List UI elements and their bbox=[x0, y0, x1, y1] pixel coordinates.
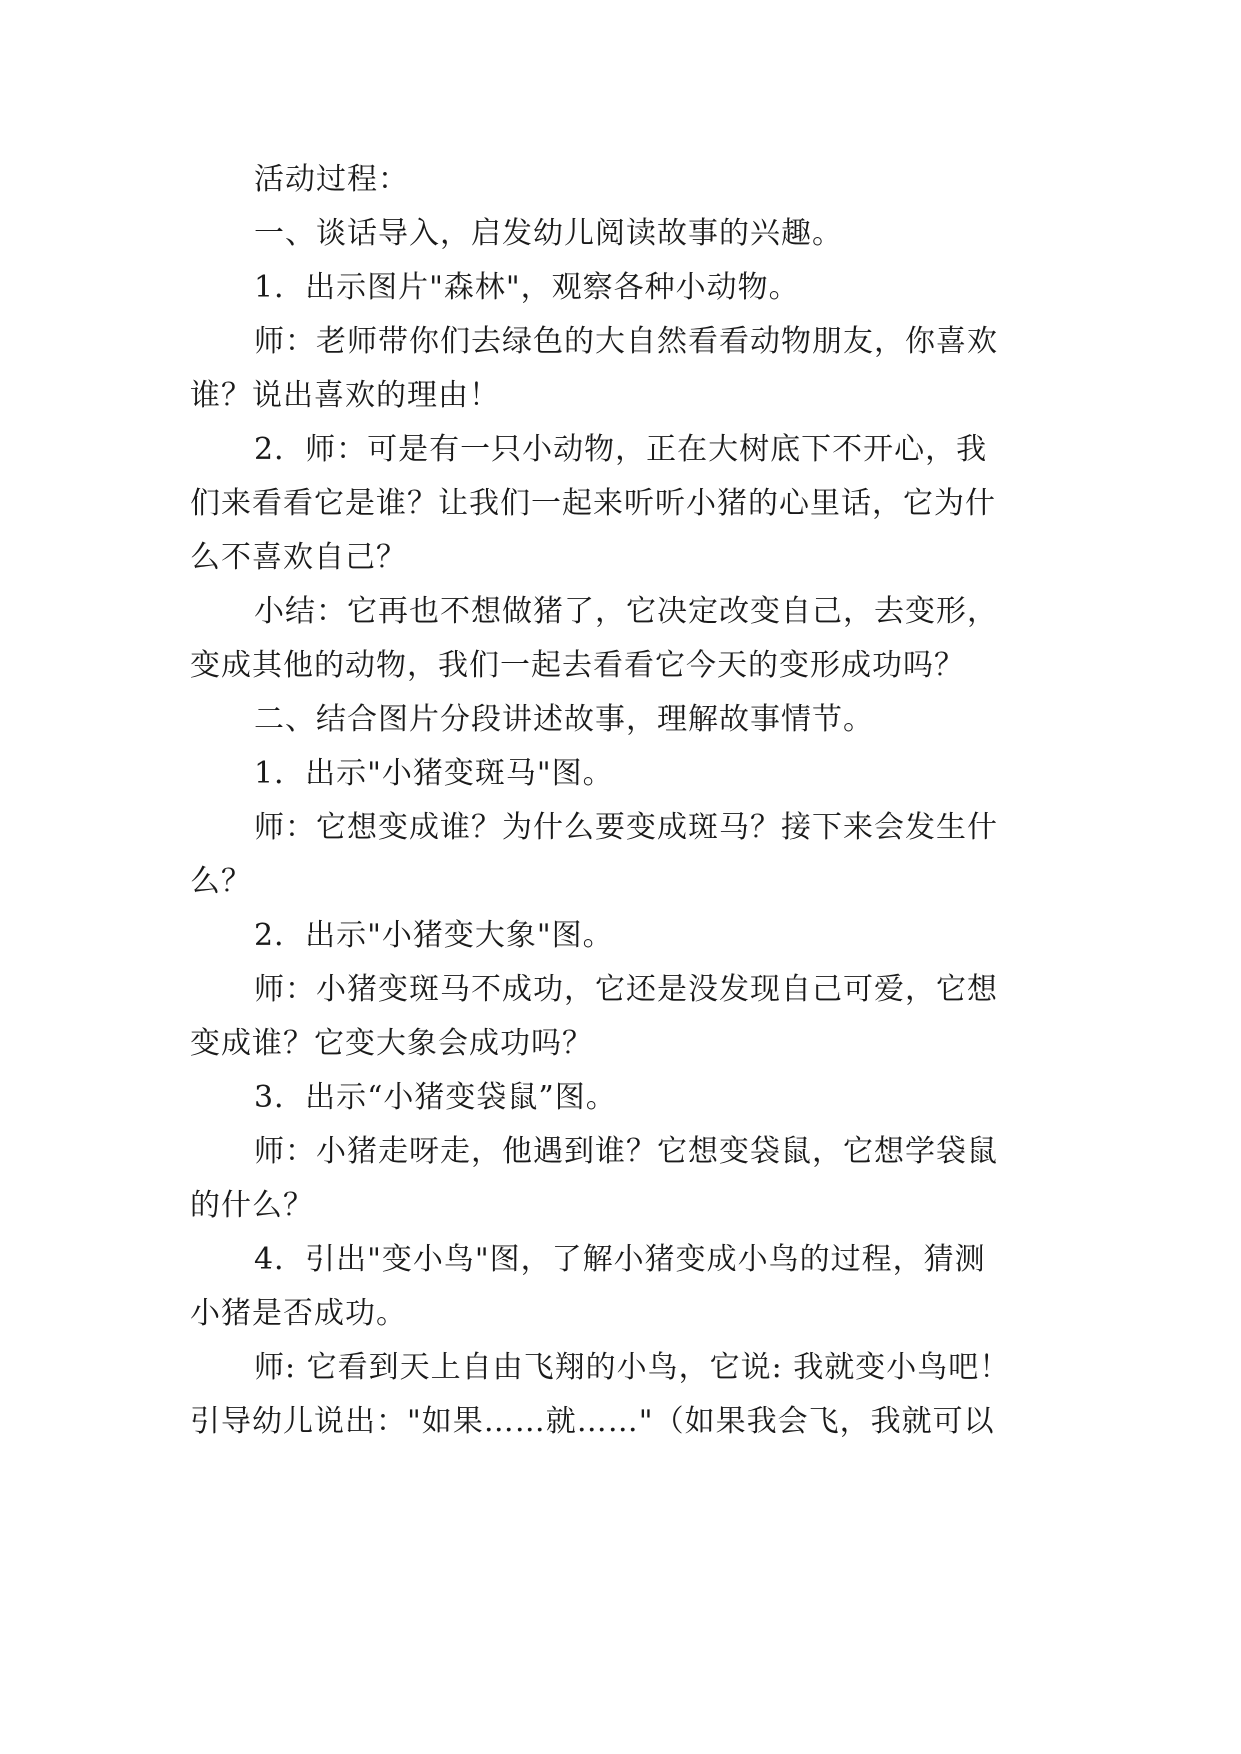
paragraph-line: 么？ bbox=[190, 864, 252, 899]
paragraph-line: 么不喜欢自己？ bbox=[190, 540, 407, 575]
paragraph-line: 变成其他的动物，我们一起去看看它今天的变形成功吗？ bbox=[190, 648, 965, 683]
paragraph-line: 引导幼儿说出："如果……就……"（如果我会飞，我就可以 bbox=[190, 1404, 995, 1439]
paragraph-line: 1．出示"小猪变斑马"图。 bbox=[254, 756, 614, 791]
paragraph-line: 师: 它看到天上自由飞翔的小鸟，它说: 我就变小鸟吧！ bbox=[254, 1350, 1011, 1385]
paragraph-line: 们来看看它是谁？让我们一起来听听小猪的心里话，它为什 bbox=[190, 486, 996, 521]
paragraph-line: 师：小猪变斑马不成功，它还是没发现自己可爱，它想 bbox=[254, 972, 998, 1007]
heading-activity-process: 活动过程： bbox=[254, 162, 409, 197]
paragraph-line: 小猪是否成功。 bbox=[190, 1296, 407, 1331]
paragraph-line: 师：小猪走呀走，他遇到谁？它想变袋鼠，它想学袋鼠 bbox=[254, 1134, 998, 1169]
paragraph-line: 1．出示图片"森林"，观察各种小动物。 bbox=[254, 270, 800, 305]
paragraph-line: 师：它想变成谁？为什么要变成斑马？接下来会发生什 bbox=[254, 810, 998, 845]
paragraph-line: 2．师：可是有一只小动物，正在大树底下不开心，我 bbox=[254, 432, 988, 467]
section-heading-2: 二、结合图片分段讲述故事，理解故事情节。 bbox=[254, 702, 874, 737]
paragraph-line: 变成谁？它变大象会成功吗？ bbox=[190, 1026, 593, 1061]
paragraph-line: 4．引出"变小鸟"图，了解小猪变成小鸟的过程，猜测 bbox=[254, 1242, 986, 1277]
paragraph-line: 谁？说出喜欢的理由！ bbox=[190, 378, 500, 413]
section-heading-1: 一、谈话导入，启发幼儿阅读故事的兴趣。 bbox=[254, 216, 843, 251]
paragraph-line: 小结：它再也不想做猪了，它决定改变自己，去变形， bbox=[254, 594, 998, 629]
paragraph-line: 师：老师带你们去绿色的大自然看看动物朋友，你喜欢 bbox=[254, 324, 998, 359]
paragraph-line: 3．出示“小猪变袋鼠”图。 bbox=[254, 1080, 617, 1115]
paragraph-line: 的什么？ bbox=[190, 1188, 314, 1223]
paragraph-line: 2．出示"小猪变大象"图。 bbox=[254, 918, 614, 953]
